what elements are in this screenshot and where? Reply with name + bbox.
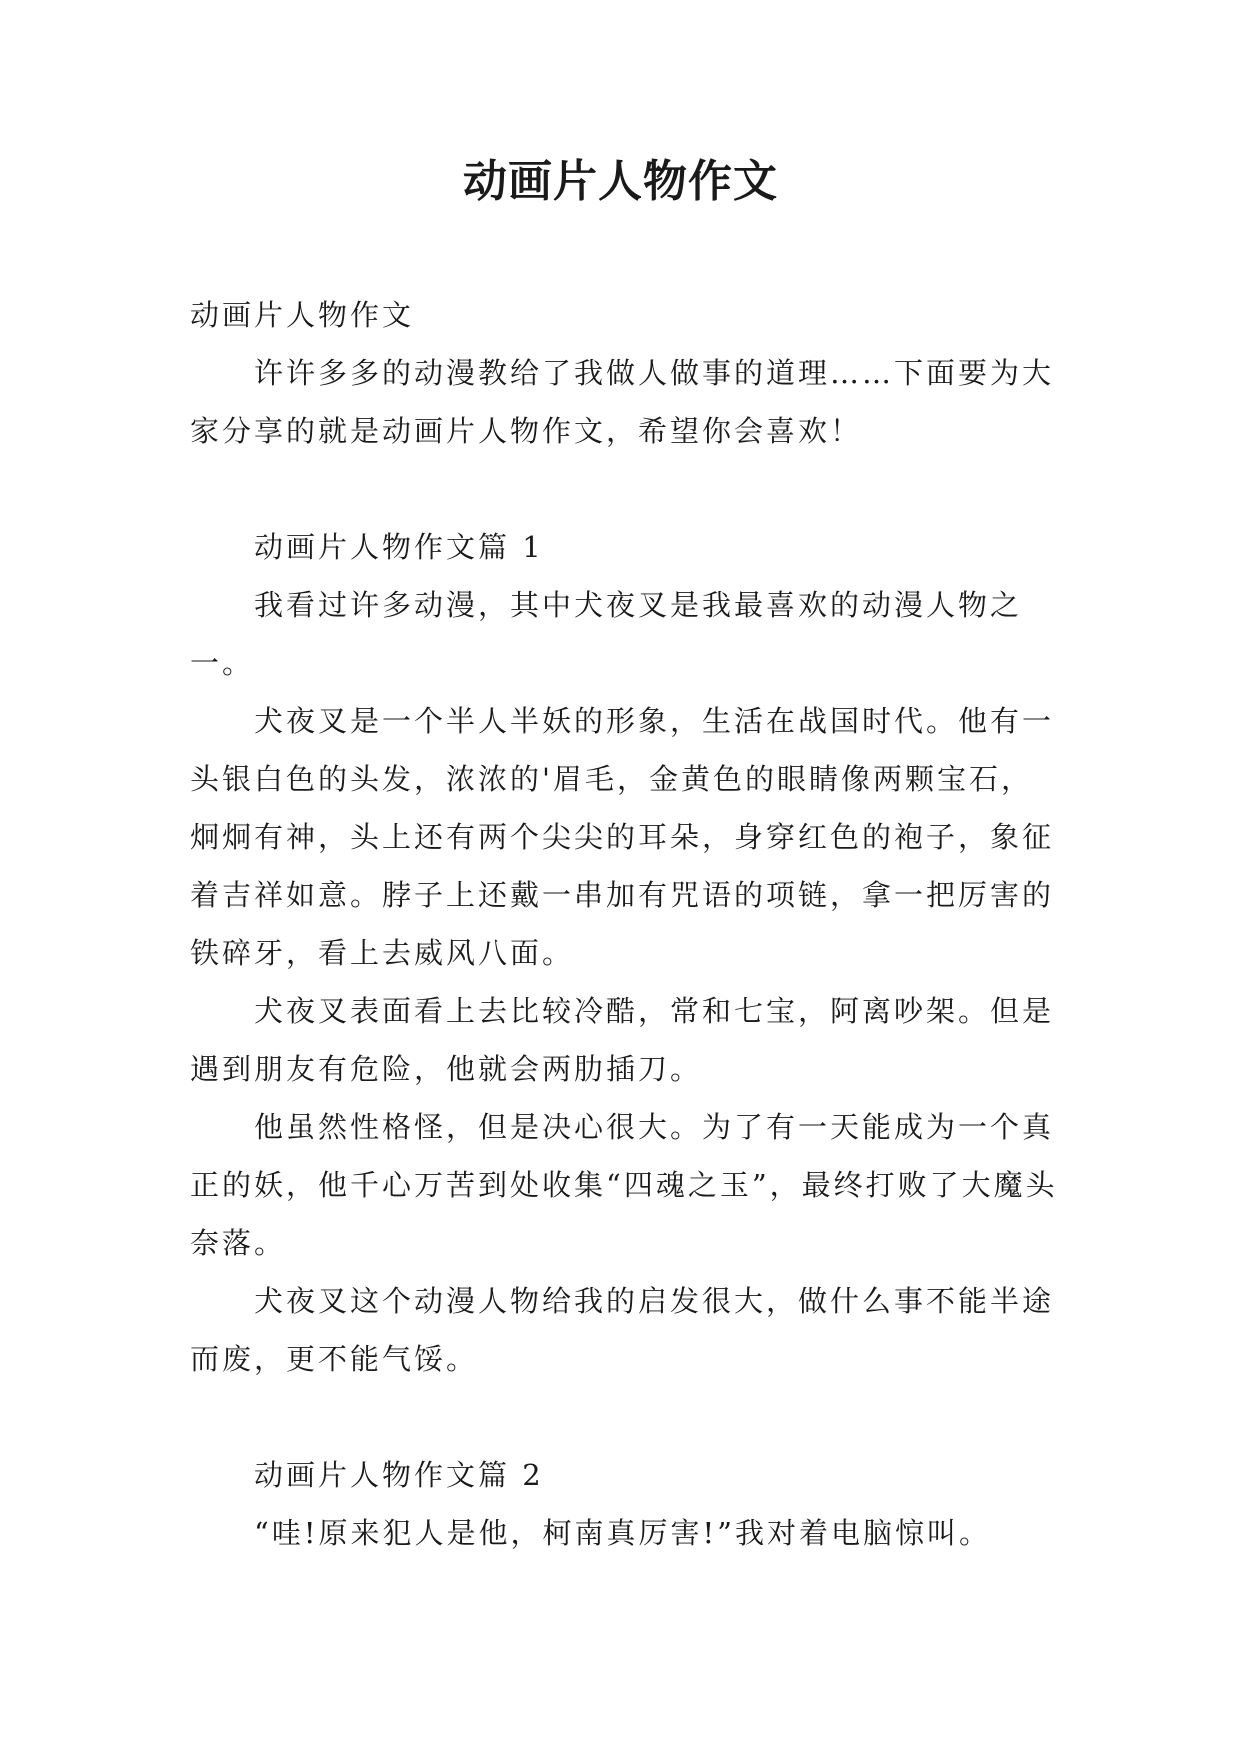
body-paragraph: “哇!原来犯人是他，柯南真厉害!”我对着电脑惊叫。 (254, 1516, 991, 1550)
body-paragraph: 我看过许多动漫，其中犬夜叉是我最喜欢的动漫人物之一。 (190, 588, 1023, 680)
body-paragraph: 犬夜叉表面看上去比较冷酷，常和七宝，阿离吵架。但是遇到朋友有危险，他就会两肋插刀。 (190, 994, 1055, 1086)
body-paragraph: 犬夜叉这个动漫人物给我的启发很大，做什么事不能半途而废，更不能气馁。 (190, 1284, 1055, 1376)
subtitle-line: 动画片人物作文 (190, 298, 415, 332)
intro-paragraph: 许许多多的动漫教给了我做人做事的道理……下面要为大家分享的就是动画片人物作文，希望你会喜欢！ (190, 356, 1055, 448)
body-paragraph: 犬夜叉是一个半人半妖的形象，生活在战国时代。他有一头银白色的头发，浓浓的'眉毛，金黄色的眼睛像两颗宝石，炯炯有神，头上还有两个尖尖的耳朵，身穿红色的袍子，象征着吉祥如意。脖子上还戴一串加有咒语的项链，拿一把厉害的铁碎牙，看上去威风八面。 (190, 704, 1055, 970)
document-title: 动画片人物作文 (463, 156, 778, 207)
document-body (190, 286, 1060, 1562)
section-heading-1: 动画片人物作文篇 1 (254, 530, 544, 564)
section-heading-2: 动画片人物作文篇 2 (254, 1458, 544, 1492)
body-paragraph: 他虽然性格怪，但是决心很大。为了有一天能成为一个真正的妖，他千心万苦到处收集“四魂之玉”，最终打败了大魔头奈落。 (190, 1110, 1058, 1260)
